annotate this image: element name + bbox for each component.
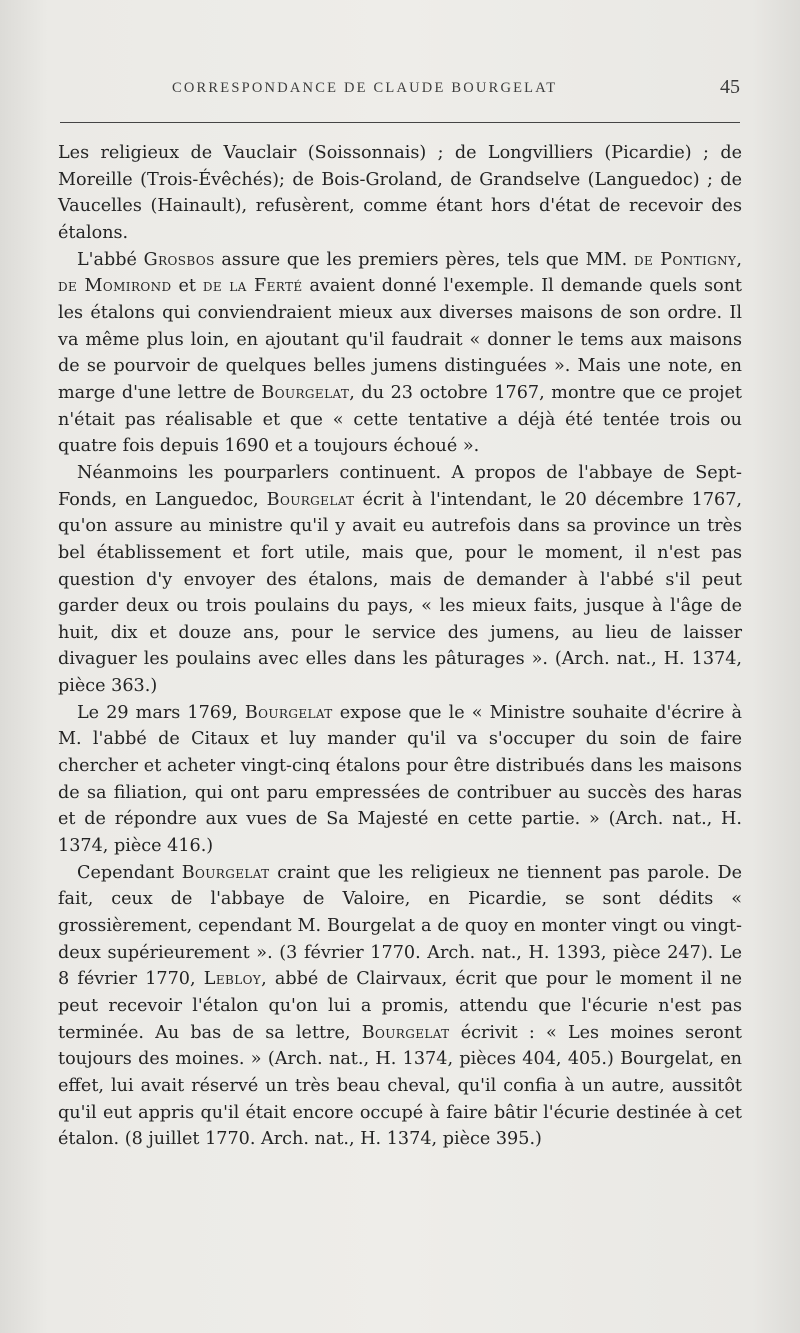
header-rule bbox=[60, 122, 740, 123]
person-name: de la Ferté bbox=[202, 276, 303, 297]
text-run: Cependant bbox=[77, 862, 182, 883]
text-run: écrivit : « Les moines seront toujours des moines. » (Arch. nat., H. 1374, pièces 404, 405.) Bourgelat, en effet, lui avait réservé un très beau cheval, qu'il confia à un autre, aussitôt qu'il eut appris qu'il était encore occupé à faire bâtir l'écurie destinée à cet étalon. (8 juillet 1770. Arch. nat., H. 1374, pièce 395.) bbox=[58, 1022, 742, 1150]
person-name: Grosbos bbox=[143, 249, 215, 270]
paragraph-2 bbox=[58, 247, 742, 460]
body-text bbox=[58, 140, 742, 1153]
text-run: , bbox=[736, 249, 742, 270]
text-run: L'abbé bbox=[77, 249, 144, 270]
paragraph-1 bbox=[58, 140, 742, 247]
person-name: de Pontigny bbox=[633, 249, 737, 270]
person-name: Bourgelat bbox=[261, 382, 350, 403]
person-name: Bourgelat bbox=[244, 702, 333, 723]
text-run: Néanmoins les pourparlers continuent. A propos de l'abbaye de Sept-Fonds, en Languedoc, bbox=[58, 462, 742, 510]
person-name: de Momirond bbox=[58, 276, 172, 297]
paragraph-3 bbox=[58, 460, 742, 700]
running-title: CORRESPONDANCE DE CLAUDE BOURGELAT bbox=[172, 80, 558, 96]
paragraph-5 bbox=[58, 860, 742, 1153]
text-run: écrit à l'intendant, le 20 décembre 1767, qu'on assure au ministre qu'il y avait eu autrefois dans sa province un très bel établissement et fort utile, mais que, pour le moment, il n'est pas question d'y envoyer des étalons, mais de demander à l'abbé s'il peut garder deux ou trois poulains du pays, « les mieux faits, jusque à l'âge de huit, dix et douze ans, pour le service des jumens, au lieu de laisser divaguer les poulains avec elles dans les pâturages ». (Arch. nat., H. 1374, pièce 363.) bbox=[58, 489, 742, 697]
text-run: expose que le « Ministre souhaite d'écrire à M. l'abbé de Citaux et luy mander qu'il va s'occuper du soin de faire chercher et acheter vingt-cinq étalons pour être distribués dans les maisons de sa filiation, qui ont paru empressées de contribuer au succès des haras et de répondre aux vues de Sa Majesté en cette partie. » (Arch. nat., H. 1374, pièce 416.) bbox=[58, 702, 742, 857]
person-name: Bourgelat bbox=[181, 862, 270, 883]
person-name: Bourgelat bbox=[361, 1022, 450, 1043]
text-run: avaient donné l'exemple. Il demande quels sont les étalons qui conviendraient mieux aux diverses maisons de son ordre. Il va même plus loin, en ajoutant qu'il faudrait « donner le tems aux maisons de se pourvoir de quelques belles jumens distinguées ». Mais une note, en marge d'une lettre de bbox=[58, 276, 742, 403]
text-run: et bbox=[171, 276, 203, 297]
person-name: Bourgelat bbox=[266, 489, 355, 510]
text-run: Le 29 mars 1769, bbox=[77, 702, 245, 723]
paragraph-4 bbox=[58, 700, 742, 860]
text-run: , du 23 octobre 1767, montre que ce projet n'était pas réalisable et que « cette tentative a déjà été tentée trois ou quatre fois depuis 1690 et a toujours échoué ». bbox=[58, 382, 742, 457]
text-run: , abbé de Clairvaux, écrit que pour le moment il ne peut recevoir l'étalon qu'on lui a promis, attendu que l'écurie n'est pas terminée. Au bas de sa lettre, bbox=[58, 969, 742, 1043]
text-run: assure que les premiers pères, tels que MM. bbox=[214, 249, 634, 270]
page-number: 45 bbox=[720, 76, 740, 98]
text-run: Les religieux de Vauclair (Soissonnais) ; de Longvilliers (Picardie) ; de Moreille (Trois-Évêchés); de Bois-Groland, de Grandselve (Languedoc) ; de Vaucelles (Hainault), refusèrent, comme étant hors d'état de recevoir des étalons. bbox=[58, 143, 742, 243]
page-header bbox=[60, 76, 740, 106]
text-run: craint que les religieux ne tiennent pas parole. De fait, ceux de l'abbaye de Valoire, en Picardie, se sont dédits « grossièrement, cependant M. Bourgelat a de quoy en monter vingt ou vingt-deux supérieurement ». (3 février 1770. Arch. nat., H. 1393, pièce 247). Le 8 février 1770, bbox=[58, 862, 742, 990]
person-name: Lebloy bbox=[203, 969, 262, 990]
